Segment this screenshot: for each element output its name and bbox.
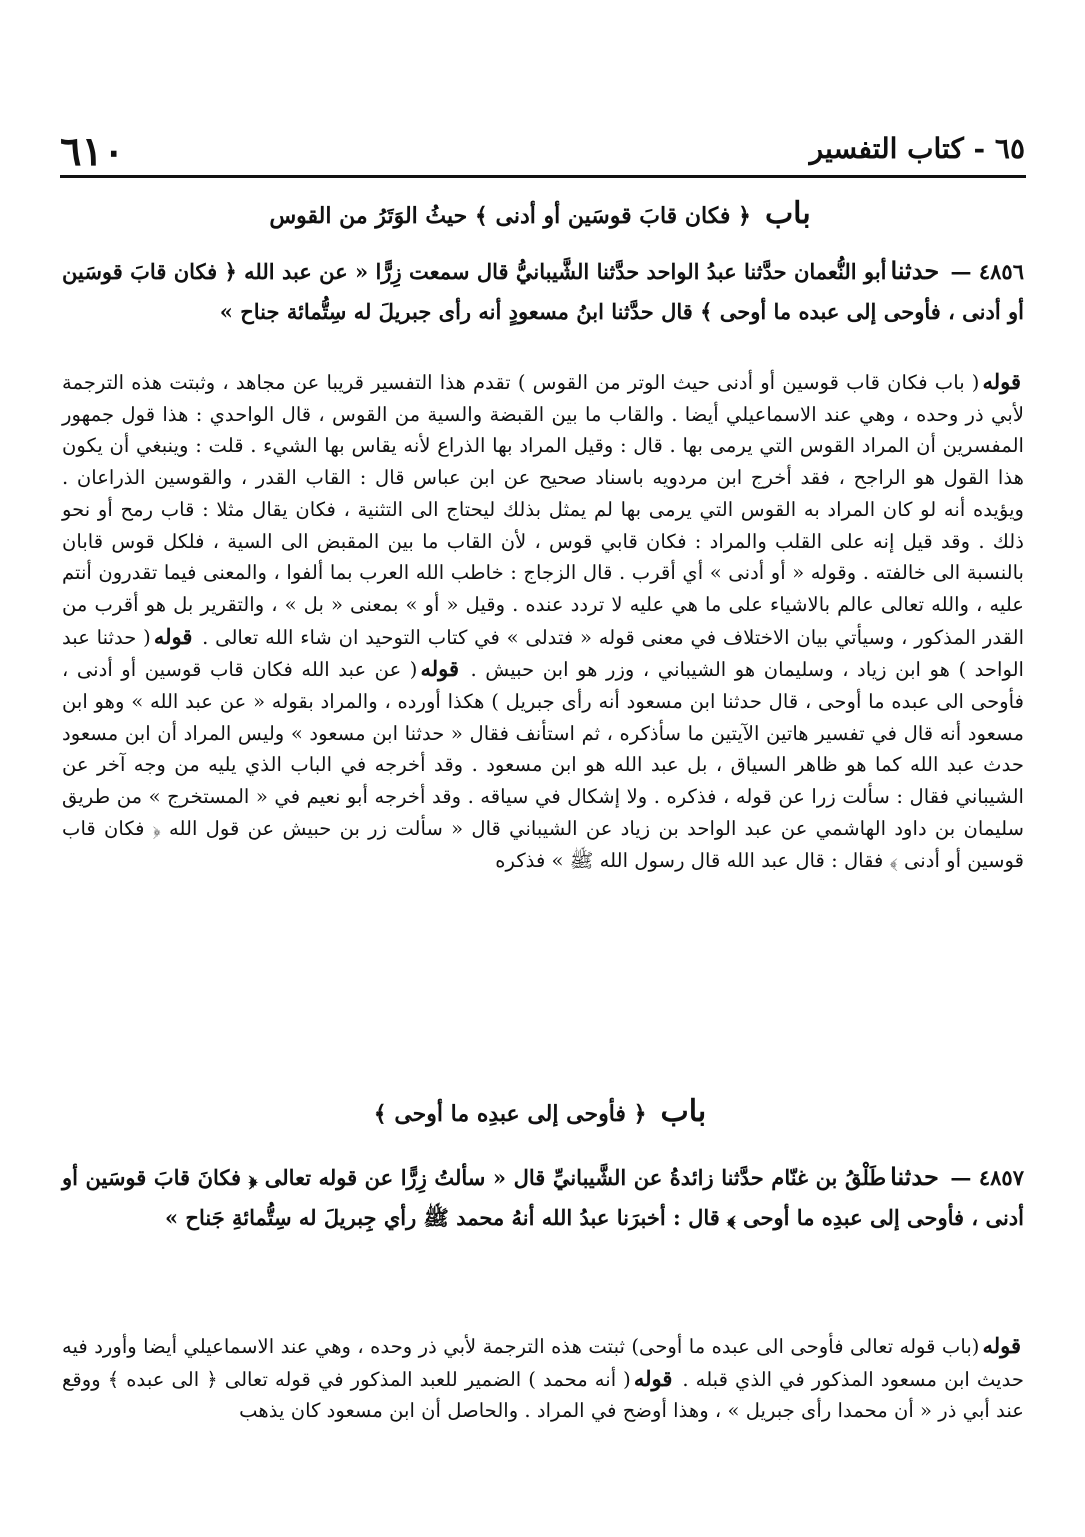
hadith-text: أبو النُّعمان حدَّثنا عبدُ الواحد حدَّثنا الشَّيبانيُّ قال سمعت زِرًّا « عن عبد الله ﴿ فكان قابَ قوسَين أو أدنى ، فأوحى إلى عبده ما أوحى ﴾ قال حدَّثنا ابنُ مسعودٍ أنه رأى جبريلَ له سِتُّمائة جناح »	[62, 259, 1024, 324]
book-title: ٦٥ - كتاب التفسير	[809, 132, 1025, 165]
chapter-bab-label: باب	[764, 196, 811, 231]
commentary-text: ( أنه محمد ) الضمير للعبد المذكور في قوله تعالى ﴿ الى عبده ﴾ ووقع عند أبي ذر « أن محمدا رأى جبريل » ، وهذا أوضح في المراد . والحاصل أن ابن مسعود كان يذهب	[62, 1367, 1024, 1423]
commentary-text: ( باب فكان قاب قوسين أو أدنى حيث الوتر من القوس ) تقدم هذا التفسير قريبا عن مجاهد ، وثبتت هذه الترجمة لأبي ذر وحده ، وهي عند الاسماعيلي أيضا . والقاب ما بين القبضة والسية من القوس ، قال الواحدي : هذا قول جمهور المفسرين أن المراد القوس التي يرمى بها . قال : وقيل المراد بها الذراع لأنه يقاس بها الشيء . قلت : وينبغي أن يكون هذا القول هو الراجح ، فقد أخرج ابن مردويه باسناد صحيح عن ابن عباس قال : القاب القدر ، والقوسين الذراعان . ويؤيده أنه لو كان المراد به القوس التي يرمى بها لم يمثل بذلك ليحتاج الى التثنية ، فكان يقال مثلا : قاب رمح أو نحو ذلك . وقد قيل إنه على القلب والمراد : فكان قابي قوس ، لأن القاب ما بين المقبض الى السية ، فلكل قوس قابان بالنسبة الى خالفته . وقوله « أو أدنى » أي أقرب . قال الزجاج : خاطب الله العرب بما ألفوا ، والمعنى فيما تقدرون أنتم عليه ، والله تعالى عالم بالاشياء على ما هي عليه لا تردد عنده . وقيل « أو » بمعنى « بل » ، والتقرير بل هو أقرب من القدر المذكور ، وسيأتي بيان الاختلاف في معنى قوله « فتدلى » في كتاب التوحيد ان شاء الله تعالى .	[62, 371, 1025, 649]
commentary-section-1	[62, 366, 1024, 876]
commentary-text: ( حدثنا عبد الواحد ) هو ابن زياد ، وسليمان هو الشيباني ، وزر هو ابن حبيش .	[62, 625, 1025, 682]
qawl-label: قوله	[633, 1365, 673, 1391]
haddathana-keyword: حدثنا	[890, 256, 940, 285]
commentary-section-2	[62, 1330, 1024, 1427]
qawl-label: قوله	[982, 1333, 1021, 1358]
chapter-bab-label: باب	[660, 1094, 707, 1129]
qawl-label: قوله	[420, 656, 459, 682]
page-number: ٦١٠	[60, 128, 125, 175]
hadith-text: طَلْقُ بن غنّام حدَّثنا زائدةُ عن الشَّيبانيِّ قال « سألتُ زِرًّا عن قوله تعالى ﴿ فكانَ قابَ قوسَين أو أدنى ، فأوحى إلى عبدِه ما أوحى ﴾ قال : أخبرَنا عبدُ الله أنهُ محمد ﷺ رأي جِبريلَ له سِتُّمائةِ جَناح »	[62, 1165, 1024, 1230]
page-header	[60, 128, 1025, 175]
commentary-text: (باب قوله تعالى فأوحى الى عبده ما أوحى) ثبتت هذه الترجمة لأبي ذر وحده ، وهي عند الاسماعيلي أيضا وأورد فيه حديث ابن مسعود المذكور في الذي قبله .	[62, 1335, 1024, 1391]
haddathana-keyword: حدثنا	[890, 1162, 939, 1191]
chapter-title: ﴿ فكان قابَ قوسَين أو أدنى ﴾ حيثُ الوَتَرُ من القوس	[269, 203, 751, 229]
commentary-text: ( عن عبد الله فكان قاب قوسين أو أدنى ، فأوحى الى عبده ما أوحى ، قال حدثنا ابن مسعود أنه رأى جبريل ) هكذا أورده ، والمراد بقوله « عن عبد الله » وهو ابن مسعود أنه قال في تفسير هاتين الآيتين ما سأذكره ، ثم استأنف فقال « حدثنا ابن مسعود » وليس المراد أن ابن مسعود حدث عبد الله كما هو ظاهر السياق ، بل عبد الله هو ابن مسعود . وقد أخرجه في الباب الذي يليه من وجه آخر عن الشيباني فقال : سألت زرا عن قوله ، فذكره . ولا إشكال في سياقه . وقد أخرجه أبو نعيم في « المستخرج » من طريق سليمان بن داود الهاشمي عن عبد الواحد بن زياد عن الشيباني قال « سألت زر بن حبيش عن قول الله ﴿ فكان قاب قوسين أو أدنى ﴾ فقال : قال عبد الله قال رسول الله ﷺ » فذكره	[62, 658, 1024, 872]
chapter-heading-1	[100, 196, 980, 231]
qawl-label: قوله	[982, 369, 1021, 394]
chapter-title: ﴿ فأوحى إلى عبدِه ما أوحى ﴾	[373, 1101, 647, 1127]
hadith-number: ٤٨٥٦	[978, 259, 1024, 284]
hadith-4857: ٤٨٥٧ — حدثناطَلْقُ بن غنّام حدَّثنا زائدةُ عن الشَّيبانيِّ قال « سألتُ زِرًّا عن قوله تعالى ﴿ فكانَ قابَ قوسَين أو أدنى ، فأوحى إلى عبدِه ما أوحى ﴾ قال : أخبرَنا عبدُ الله أنهُ محمد ﷺ رأي جِبريلَ له سِتُّمائةِ جَناح »	[62, 1162, 1024, 1230]
header-rule	[60, 175, 1026, 178]
qawl-label: قوله	[153, 623, 193, 649]
chapter-heading-2	[100, 1094, 980, 1129]
hadith-4856: ٤٨٥٦ — حدثناأبو النُّعمان حدَّثنا عبدُ الواحد حدَّثنا الشَّيبانيُّ قال سمعت زِرًّا « عن عبد الله ﴿ فكان قابَ قوسَين أو أدنى ، فأوحى إلى عبده ما أوحى ﴾ قال حدَّثنا ابنُ مسعودٍ أنه رأى جبريلَ له سِتُّمائة جناح »	[62, 256, 1024, 324]
hadith-number: ٤٨٥٧	[978, 1165, 1024, 1190]
